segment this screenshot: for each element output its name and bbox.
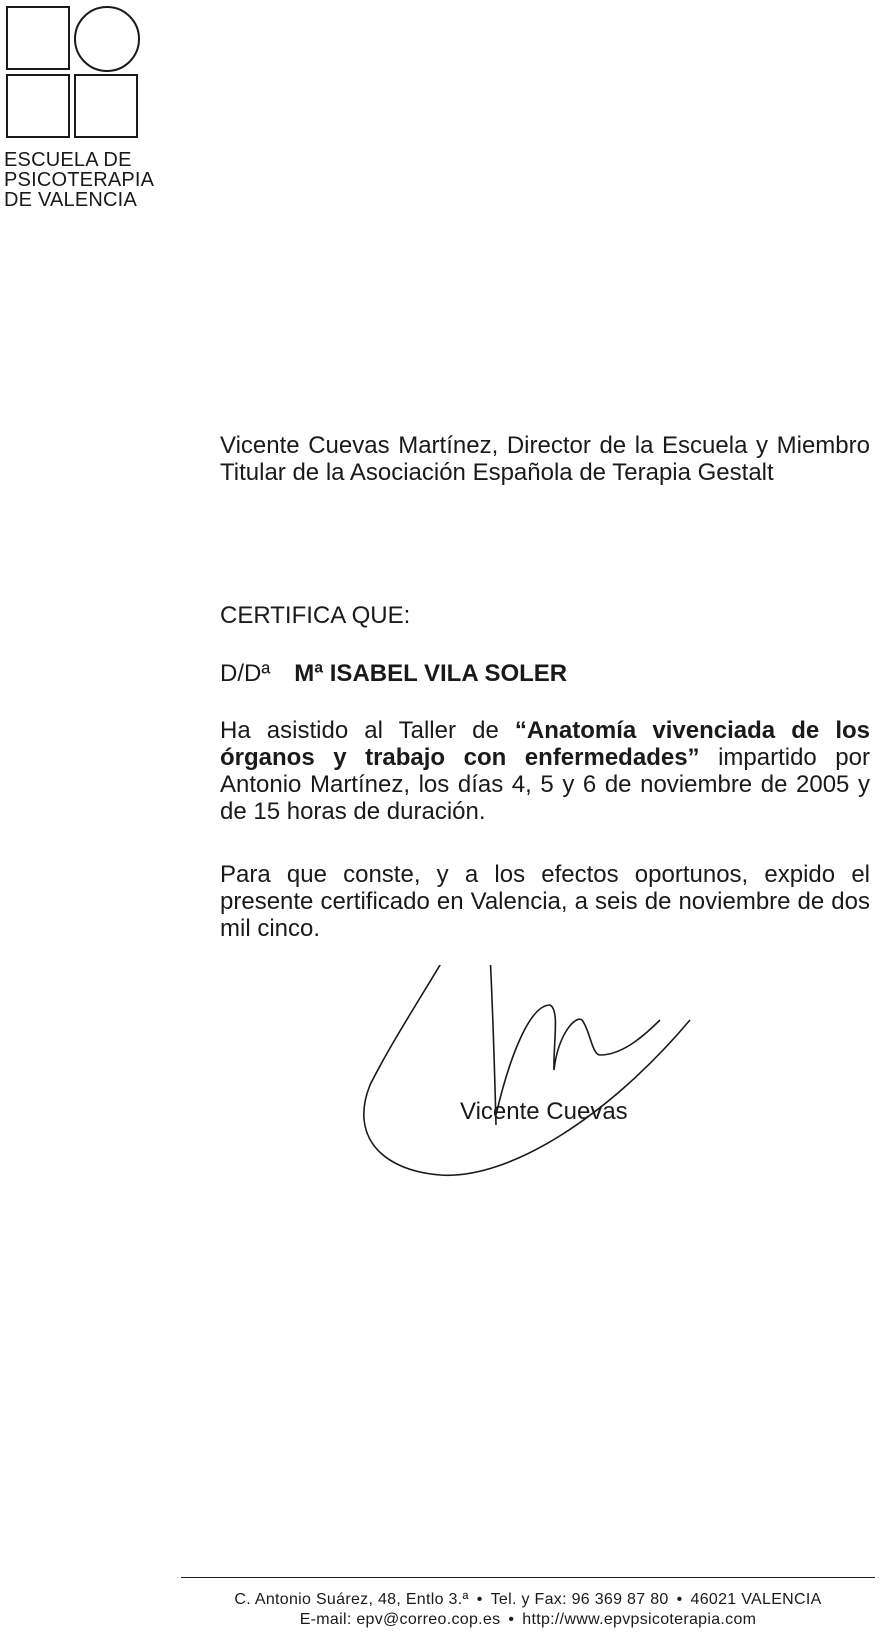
course-paragraph	[220, 717, 870, 825]
footer	[181, 1590, 875, 1630]
certifica-heading: CERTIFICA QUE:	[220, 602, 411, 629]
footer-website: http://www.epvpsicoterapia.com	[522, 1611, 757, 1628]
footer-divider	[181, 1577, 875, 1578]
course-title: “Anatomía vivenciada de los órganos y trabajo con enfermedades”	[220, 717, 871, 771]
recipient-prefix: D/Dª	[220, 660, 271, 687]
signature-stroke-loop	[364, 965, 690, 1175]
recipient-name: Mª ISABEL VILA SOLER	[294, 660, 568, 687]
handwritten-signature	[360, 965, 720, 1195]
footer-address: C. Antonio Suárez, 48, Entlo 3.ª	[234, 1591, 469, 1608]
footer-bullet-icon: •	[508, 1611, 515, 1628]
course-post: impartido por Antonio Martínez, los días 4, 5 y 6 de noviembre de 2005 y de 15 horas de duración.	[220, 744, 870, 825]
intro-text: Vicente Cuevas Martínez, Director de la Escuela y Miembro Titular de la Asociación Española de Terapia Gestalt	[220, 432, 870, 486]
footer-phone: Tel. y Fax: 96 369 87 80	[490, 1591, 669, 1608]
footer-row-1	[181, 1590, 875, 1610]
school-name-line-2: PSICOTERAPIA	[4, 169, 155, 191]
footer-bullet-icon: •	[476, 1591, 483, 1608]
recipient-line	[220, 660, 870, 687]
logo-circle-top-right	[75, 7, 139, 71]
logo-square-bottom-right	[75, 75, 137, 137]
school-name-line-3: DE VALENCIA	[4, 189, 137, 211]
footer-row-2	[181, 1610, 875, 1630]
course-pre: Ha asistido al Taller de	[220, 717, 515, 744]
course-text	[220, 717, 870, 825]
signatory-name: Vicente Cuevas	[460, 1098, 628, 1125]
intro-paragraph	[220, 432, 870, 486]
school-name-line-1: ESCUELA DE	[4, 149, 132, 171]
logo-square-top-left	[7, 7, 69, 69]
footer-city: 46021 VALENCIA	[690, 1591, 822, 1608]
school-name	[4, 150, 154, 210]
school-logo	[5, 5, 141, 143]
closing-paragraph	[220, 861, 870, 942]
closing-text: Para que conste, y a los efectos oportunos, expido el presente certificado en Valencia, a seis de noviembre de dos mil cinco.	[220, 861, 870, 942]
footer-bullet-icon: •	[676, 1591, 683, 1608]
logo-square-bottom-left	[7, 75, 69, 137]
footer-email: E-mail: epv@correo.cop.es	[299, 1611, 501, 1628]
